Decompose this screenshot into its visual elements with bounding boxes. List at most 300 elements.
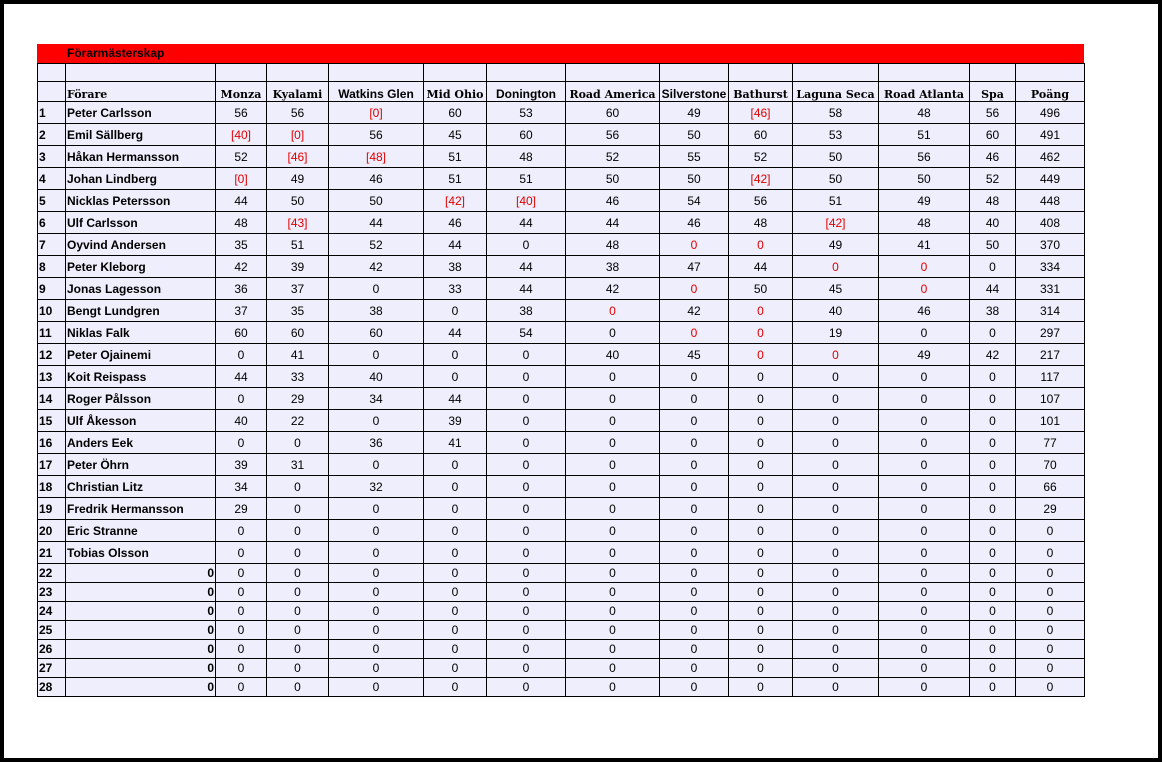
score-cell: 35 [216,234,267,256]
header-row [38,82,1085,102]
driver-name-cell: Peter Öhrn [66,454,216,476]
total-points-cell: 77 [1016,432,1085,454]
score-cell: 50 [793,146,879,168]
driver-name-cell: Ulf Carlsson [66,212,216,234]
score-cell: 0 [970,322,1016,344]
table-row [38,388,1085,410]
score-cell: 32 [329,476,424,498]
score-cell: 0 [424,498,487,520]
score-cell: 58 [793,102,879,124]
score-cell: 45 [424,124,487,146]
table-row [38,190,1085,212]
score-cell: 0 [216,583,267,602]
score-cell: 0 [566,366,660,388]
header-track: Road Atlanta [879,82,970,102]
score-cell: 0 [793,520,879,542]
score-cell: 0 [424,583,487,602]
score-cell: 0 [793,640,879,659]
score-cell: 44 [487,256,566,278]
score-cell: [46] [267,146,329,168]
score-cell: 45 [660,344,729,366]
header-track: Monza [216,82,267,102]
score-cell: 0 [329,454,424,476]
driver-name-cell: Peter Carlsson [66,102,216,124]
blank-cell [267,64,329,82]
score-cell: 0 [424,542,487,564]
rank-cell: 7 [38,234,66,256]
score-cell: 46 [660,212,729,234]
table-row [38,621,1085,640]
score-cell: 0 [267,678,329,697]
score-cell: 0 [729,621,793,640]
score-cell: 44 [970,278,1016,300]
driver-name-cell: Bengt Lundgren [66,300,216,322]
score-cell: 0 [879,640,970,659]
score-cell: 0 [879,410,970,432]
score-cell: 52 [329,234,424,256]
blank-cell [424,64,487,82]
table-row [38,432,1085,454]
score-cell: 0 [729,366,793,388]
score-cell: 0 [267,564,329,583]
score-cell: 48 [487,146,566,168]
score-cell: 38 [566,256,660,278]
total-points-cell: 0 [1016,542,1085,564]
total-points-cell: 66 [1016,476,1085,498]
score-cell: 22 [267,410,329,432]
score-cell: 29 [267,388,329,410]
table-row [38,410,1085,432]
score-cell: 0 [660,602,729,621]
score-cell: 33 [267,366,329,388]
score-cell: 0 [329,410,424,432]
score-cell: 44 [216,190,267,212]
score-cell: 0 [729,432,793,454]
total-points-cell: 331 [1016,278,1085,300]
total-points-cell: 462 [1016,146,1085,168]
score-cell: 0 [970,583,1016,602]
score-cell: 0 [329,542,424,564]
score-cell: 0 [729,564,793,583]
score-cell: 47 [660,256,729,278]
score-cell: 0 [329,621,424,640]
score-cell: 0 [879,602,970,621]
blank-cell [38,64,66,82]
score-cell: 0 [793,542,879,564]
score-cell: 34 [216,476,267,498]
score-cell: 0 [329,602,424,621]
rank-cell: 23 [38,583,66,602]
table-row [38,102,1085,124]
score-cell: 50 [879,168,970,190]
score-cell: 0 [329,564,424,583]
total-points-cell: 217 [1016,344,1085,366]
score-cell: 38 [970,300,1016,322]
table-row [38,520,1085,542]
rank-cell: 27 [38,659,66,678]
score-cell: 0 [970,498,1016,520]
score-cell: 0 [660,388,729,410]
blank-cell [1016,64,1085,82]
score-cell: 0 [424,678,487,697]
score-cell: 60 [487,124,566,146]
score-cell: 46 [566,190,660,212]
score-cell: 46 [329,168,424,190]
score-cell: 0 [424,659,487,678]
score-cell: 60 [267,322,329,344]
score-cell: 0 [793,602,879,621]
table-row [38,476,1085,498]
blank-cell [329,64,424,82]
score-cell: 37 [216,300,267,322]
rank-cell: 14 [38,388,66,410]
total-points-cell: 408 [1016,212,1085,234]
score-cell: 44 [566,212,660,234]
score-cell: 0 [970,564,1016,583]
header-blank [38,82,66,102]
table-row [38,366,1085,388]
score-cell: 0 [329,678,424,697]
score-cell: 0 [566,388,660,410]
score-cell: 49 [879,344,970,366]
score-cell: 0 [660,621,729,640]
score-cell: 44 [329,212,424,234]
score-cell: 0 [970,476,1016,498]
score-cell: 0 [660,476,729,498]
score-cell: [46] [729,102,793,124]
score-cell: 51 [793,190,879,212]
score-cell: [40] [487,190,566,212]
blank-cell [729,64,793,82]
score-cell: 0 [267,498,329,520]
score-cell: 0 [970,388,1016,410]
table-row [38,678,1085,697]
rank-cell: 21 [38,542,66,564]
score-cell: 49 [660,102,729,124]
score-cell: 0 [879,278,970,300]
score-cell: 0 [487,542,566,564]
driver-name-cell: Tobias Olsson [66,542,216,564]
score-cell: 51 [424,146,487,168]
score-cell: 56 [729,190,793,212]
score-cell: 0 [729,388,793,410]
score-cell: 60 [566,102,660,124]
driver-name-cell: Johan Lindberg [66,168,216,190]
score-cell: 52 [970,168,1016,190]
score-cell: [48] [329,146,424,168]
score-cell: 0 [329,659,424,678]
score-cell: 0 [729,520,793,542]
score-cell: 48 [879,102,970,124]
score-cell: 0 [487,388,566,410]
score-cell: 19 [793,322,879,344]
score-cell: 0 [879,256,970,278]
score-cell: 42 [216,256,267,278]
score-cell: 0 [660,278,729,300]
header-track: Laguna Seca [793,82,879,102]
score-cell: 0 [793,256,879,278]
score-cell: [42] [793,212,879,234]
score-cell: 0 [970,678,1016,697]
rank-cell: 6 [38,212,66,234]
blank-cell [793,64,879,82]
driver-name-cell: 0 [66,621,216,640]
rank-cell: 12 [38,344,66,366]
score-cell: 35 [267,300,329,322]
score-cell: 0 [660,583,729,602]
table-row [38,564,1085,583]
score-cell: 50 [329,190,424,212]
driver-name-cell: Fredrik Hermansson [66,498,216,520]
rank-cell: 22 [38,564,66,583]
score-cell: 0 [487,520,566,542]
score-cell: 0 [879,454,970,476]
table-row [38,278,1085,300]
score-cell: 0 [879,432,970,454]
score-cell: 0 [660,640,729,659]
score-cell: 0 [329,344,424,366]
score-cell: 0 [660,322,729,344]
rank-cell: 11 [38,322,66,344]
score-cell: 0 [970,659,1016,678]
score-cell: 0 [793,678,879,697]
score-cell: 0 [879,388,970,410]
score-cell: 50 [729,278,793,300]
score-cell: 0 [216,602,267,621]
score-cell: 0 [879,498,970,520]
score-cell: 0 [970,520,1016,542]
score-cell: 51 [487,168,566,190]
total-points-cell: 0 [1016,564,1085,583]
score-cell: 0 [566,542,660,564]
sheet-title: Förarmästerskap [67,46,165,60]
score-cell: 0 [487,678,566,697]
score-cell: 0 [660,432,729,454]
driver-name-cell: Jonas Lagesson [66,278,216,300]
score-cell: 60 [729,124,793,146]
score-cell: 40 [566,344,660,366]
score-cell: 46 [970,146,1016,168]
driver-name-cell: Emil Sällberg [66,124,216,146]
score-cell: 56 [267,102,329,124]
score-cell: 0 [424,520,487,542]
score-cell: 0 [879,366,970,388]
rank-cell: 28 [38,678,66,697]
total-points-cell: 0 [1016,602,1085,621]
score-cell: 0 [424,602,487,621]
score-cell: 48 [566,234,660,256]
score-cell: 52 [729,146,793,168]
table-row [38,498,1085,520]
driver-name-cell: Christian Litz [66,476,216,498]
score-cell: 49 [267,168,329,190]
score-cell: 0 [566,520,660,542]
score-cell: 0 [879,322,970,344]
score-cell: 50 [660,168,729,190]
score-cell: 0 [793,476,879,498]
score-cell: 50 [566,168,660,190]
score-cell: 0 [970,621,1016,640]
score-cell: 0 [566,564,660,583]
score-cell: [42] [729,168,793,190]
score-cell: 0 [267,542,329,564]
score-cell: 0 [970,256,1016,278]
header-track: Silverstone [660,82,729,102]
score-cell: 0 [487,344,566,366]
score-cell: 46 [424,212,487,234]
score-cell: 0 [879,476,970,498]
table-row [38,124,1085,146]
table-row [38,168,1085,190]
score-cell: 0 [487,432,566,454]
score-cell: 0 [487,454,566,476]
score-cell: 52 [566,146,660,168]
driver-name-cell: 0 [66,659,216,678]
total-points-cell: 0 [1016,621,1085,640]
total-points-cell: 334 [1016,256,1085,278]
total-points-cell: 496 [1016,102,1085,124]
blank-row [38,64,1085,82]
score-cell: 0 [879,678,970,697]
score-cell: 0 [424,621,487,640]
score-cell: 44 [729,256,793,278]
score-cell: 0 [267,476,329,498]
table-row [38,344,1085,366]
score-cell: 0 [879,564,970,583]
score-cell: 0 [216,678,267,697]
score-cell: 44 [487,278,566,300]
score-cell: 49 [793,234,879,256]
score-cell: 0 [970,640,1016,659]
score-cell: 0 [729,659,793,678]
blank-cell [879,64,970,82]
score-cell: 0 [267,621,329,640]
driver-name-cell: 0 [66,602,216,621]
score-cell: 0 [487,498,566,520]
rank-cell: 24 [38,602,66,621]
score-cell: 0 [970,366,1016,388]
score-cell: 0 [424,300,487,322]
score-cell: 60 [216,322,267,344]
score-cell: 0 [660,498,729,520]
score-cell: 0 [660,659,729,678]
score-cell: 0 [660,410,729,432]
score-cell: 56 [970,102,1016,124]
score-cell: 0 [267,640,329,659]
driver-name-cell: 0 [66,678,216,697]
driver-name-cell: Peter Ojainemi [66,344,216,366]
header-track: Bathurst [729,82,793,102]
score-cell: 38 [487,300,566,322]
score-cell: 0 [329,278,424,300]
table-row [38,234,1085,256]
score-cell: 0 [793,659,879,678]
rank-cell: 13 [38,366,66,388]
score-cell: 31 [267,454,329,476]
rank-cell: 18 [38,476,66,498]
total-points-cell: 449 [1016,168,1085,190]
driver-name-cell: Koit Reispass [66,366,216,388]
score-cell: 0 [660,366,729,388]
score-cell: [0] [329,102,424,124]
score-cell: 0 [970,602,1016,621]
standings-table [37,63,1085,697]
rank-cell: 17 [38,454,66,476]
rank-cell: 4 [38,168,66,190]
score-cell: 38 [424,256,487,278]
score-cell: 0 [729,640,793,659]
score-cell: 44 [487,212,566,234]
score-cell: 0 [566,498,660,520]
score-cell: 0 [793,344,879,366]
rank-cell: 25 [38,621,66,640]
score-cell: 0 [970,410,1016,432]
score-cell: 51 [424,168,487,190]
table-row [38,300,1085,322]
blank-cell [216,64,267,82]
score-cell: 0 [793,388,879,410]
score-cell: 0 [793,454,879,476]
score-cell: 42 [329,256,424,278]
rank-cell: 5 [38,190,66,212]
score-cell: 0 [267,520,329,542]
score-cell: 0 [487,234,566,256]
score-cell: 54 [487,322,566,344]
driver-name-cell: Eric Stranne [66,520,216,542]
score-cell: 0 [487,564,566,583]
score-cell: 39 [424,410,487,432]
score-cell: 56 [216,102,267,124]
driver-name-cell: Håkan Hermansson [66,146,216,168]
total-points-cell: 107 [1016,388,1085,410]
score-cell: 0 [566,640,660,659]
driver-name-cell: 0 [66,640,216,659]
score-cell: 0 [487,476,566,498]
total-points-cell: 297 [1016,322,1085,344]
blank-cell [66,64,216,82]
score-cell: 0 [793,564,879,583]
table-row [38,583,1085,602]
score-cell: 0 [729,602,793,621]
score-cell: 0 [267,583,329,602]
score-cell: 40 [216,410,267,432]
score-cell: 0 [216,520,267,542]
header-track: Kyalami [267,82,329,102]
score-cell: 48 [879,212,970,234]
total-points-cell: 370 [1016,234,1085,256]
score-cell: 0 [879,659,970,678]
score-cell: 33 [424,278,487,300]
score-cell: [42] [424,190,487,212]
driver-name-cell: Oyvind Andersen [66,234,216,256]
score-cell: [0] [216,168,267,190]
title-bar [37,44,1084,63]
header-track: Spa [970,82,1016,102]
score-cell: 41 [267,344,329,366]
score-cell: 60 [424,102,487,124]
driver-name-cell: Niklas Falk [66,322,216,344]
score-cell: 0 [879,520,970,542]
score-cell: 40 [793,300,879,322]
rank-cell: 19 [38,498,66,520]
rank-cell: 26 [38,640,66,659]
score-cell: 40 [329,366,424,388]
score-cell: 50 [660,124,729,146]
rank-cell: 2 [38,124,66,146]
score-cell: 0 [424,454,487,476]
score-cell: 0 [216,640,267,659]
score-cell: 0 [216,659,267,678]
